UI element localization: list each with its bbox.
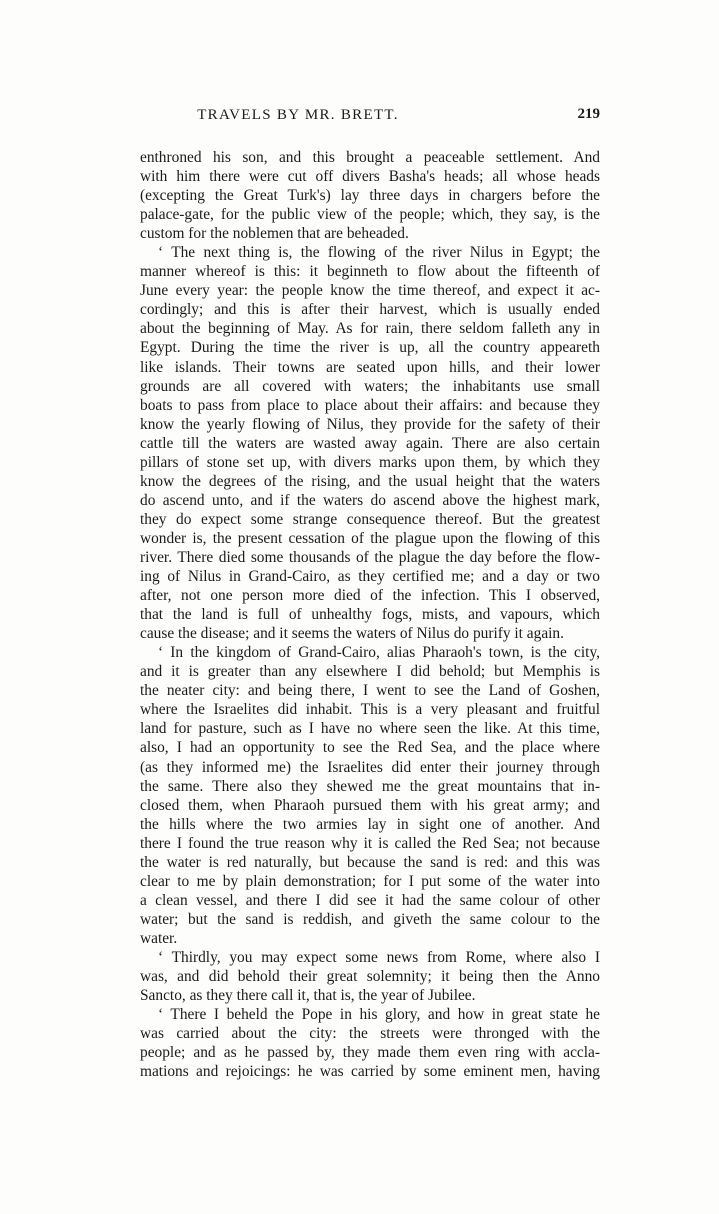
text-line: there I found the true reason why it is called the Red Sea; not because — [140, 834, 600, 852]
text-line: the water is red naturally, but because the sand is red: and this was — [140, 853, 600, 871]
text-line: was carried about the city: the streets were thronged with the — [140, 1025, 600, 1043]
text-line: June every year: the people know the time thereof, and expect it ac- — [140, 282, 600, 300]
text-line: a clean vessel, and there I did see it had the same colour of other — [140, 891, 600, 909]
body-text — [140, 148, 600, 1081]
text-line: cordingly; and this is after their harvest, which is usually ended — [140, 301, 600, 319]
text-line: Egypt. During the time the river is up, all the country appeareth — [140, 339, 600, 357]
text-line: after, not one person more died of the infection. This I observed, — [140, 587, 600, 605]
text-line: water. — [140, 929, 178, 947]
text-line: water; but the sand is reddish, and giveth the same colour to the — [140, 910, 600, 928]
text-line: where the Israelites did inhabit. This is a very pleasant and fruitful — [140, 701, 600, 719]
text-line: enthroned his son, and this brought a peaceable settlement. And — [140, 149, 600, 166]
text-line: ‘ Thirdly, you may expect some news from Rome, where also I — [158, 948, 600, 966]
text-line: also, I had an opportunity to see the Red Sea, and the place where — [140, 739, 600, 757]
text-line: with him there were cut off divers Basha's heads; all whose heads — [140, 168, 600, 186]
text-line: do ascend unto, and if the waters do ascend above the highest mark, — [140, 491, 600, 509]
text-line: river. There died some thousands of the plague the day before the flow- — [140, 548, 600, 566]
text-line: know the degrees of the rising, and the usual height that the waters — [140, 472, 600, 490]
text-line: palace-gate, for the public view of the people; which, they say, is the — [140, 206, 600, 224]
text-line: Sancto, as they there call it, that is, the year of Jubilee. — [140, 987, 476, 1005]
text-line: that the land is full of unhealthy fogs, mists, and vapours, which — [140, 606, 600, 624]
running-head: TRAVELS BY MR. BRETT. — [197, 107, 399, 123]
page-number: 219 — [577, 106, 600, 122]
text-line: ing of Nilus in Grand-Cairo, as they certified me; and a day or two — [140, 568, 600, 586]
text-line: land for pasture, such as I have no where seen the like. At this time, — [140, 720, 600, 738]
text-line: clear to me by plain demonstration; for I put some of the water into — [140, 872, 600, 890]
text-line: the same. There also they shewed me the great mountains that in- — [140, 777, 600, 795]
text-line: cattle till the waters are wasted away again. There are also certain — [140, 434, 600, 452]
text-line: (as they informed me) the Israelites did enter their journey through — [140, 758, 600, 776]
text-line: manner whereof is this: it beginneth to flow about the fifteenth of — [140, 263, 600, 281]
text-line: mations and rejoicings: he was carried by some eminent men, having — [140, 1063, 600, 1081]
text-line: the hills where the two armies lay in sight one of another. And — [140, 815, 600, 833]
text-line: cause the disease; and it seems the waters of Nilus do purify it again. — [140, 625, 564, 643]
text-line: and it is greater than any elsewhere I did behold; but Memphis is — [140, 663, 600, 681]
text-line: like islands. Their towns are seated upon hills, and their lower — [140, 358, 600, 376]
text-line: ‘ The next thing is, the flowing of the river Nilus in Egypt; the — [158, 244, 600, 262]
text-line: pillars of stone set up, with divers marks upon them, by which they — [140, 453, 600, 471]
text-line: wonder is, the present cessation of the plague upon the flowing of this — [140, 529, 600, 547]
text-line: closed them, when Pharaoh pursued them with his great army; and — [140, 796, 600, 814]
text-line: ‘ There I beheld the Pope in his glory, and how in great state he — [158, 1006, 600, 1024]
text-line: know the yearly flowing of Nilus, they provide for the safety of their — [140, 415, 600, 433]
text-line: people; and as he passed by, they made them even ring with accla- — [140, 1044, 600, 1062]
text-line: was, and did behold their great solemnity; it being then the Anno — [140, 968, 600, 986]
text-line: boats to pass from place to place about their affairs: and because they — [140, 396, 600, 414]
text-line: ‘ In the kingdom of Grand-Cairo, alias Pharaoh's town, is the city, — [158, 644, 600, 662]
text-line: (excepting the Great Turk's) lay three days in chargers before the — [140, 187, 600, 205]
text-line: they do expect some strange consequence thereof. But the greatest — [140, 510, 600, 528]
text-line: grounds are all covered with waters; the inhabitants use small — [140, 377, 600, 395]
text-line: the neater city: and being there, I went to see the Land of Goshen, — [140, 682, 600, 700]
text-line: custom for the noblemen that are beheaded. — [140, 225, 409, 243]
text-line: about the beginning of May. As for rain, there seldom falleth any in — [140, 320, 600, 338]
